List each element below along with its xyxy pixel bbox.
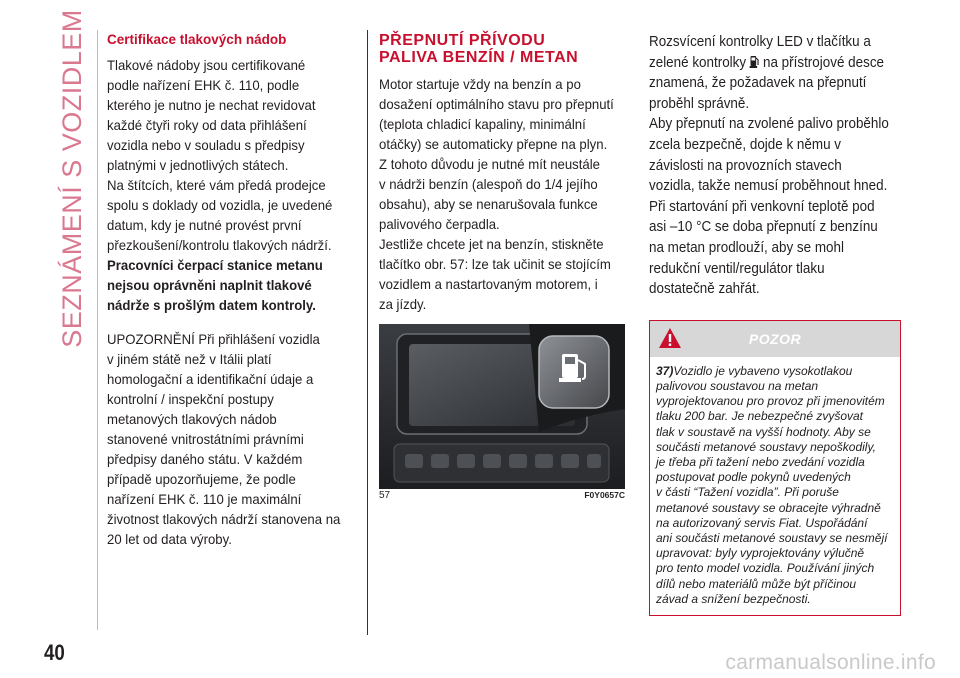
paragraph-notice: UPOZORNĚNÍ Při přihlášení vozidla v jiném státě než v Itálii platí homologační a identifikační údaje a kontrolní / inspekční postupy metanových tlakových nádob stanovené vnitrostátními právními předpisy daného státu. V každém případě upozorňujeme, že podle nařízení EHK č. 110 je maximální životnost tlakových nádrží stanovena na 20 let od data výroby. [107, 331, 341, 547]
warning-title: POZOR [748, 330, 802, 347]
sidebar-divider [97, 30, 98, 630]
column-divider [367, 30, 368, 635]
column-certification [107, 32, 357, 549]
paragraph-led-info: Rozsvícení kontrolky LED v tlačítku a zelené kontrolky na přístrojové desce znamená, že požadavek na přepnutí proběhl správně. Aby přepnutí na zvolené palivo proběhlo zcela bezpečně, dojde k němu v závislosti na provozních stavech vozidla, takže nemusí proběhnout hned. Při startování při venkovní teplotě pod asi –10 °C se doba přepnutí z benzínu na metan prodlouží, aby se mohl redukční ventil/regulátor tlaku dostatečně zahřát. [649, 34, 889, 298]
figure-caption [379, 490, 625, 504]
watermark: carmanualsonline.info [725, 651, 936, 674]
warning-header [650, 321, 900, 357]
paragraph-bold-warning: Pracovníci čerpací stanice metanu nejsou oprávněni naplnit tlakové nádrže s prošlým datem kontroly. [107, 257, 323, 313]
warning-number: 37) [656, 363, 674, 378]
fuel-pump-warning-icon [750, 55, 759, 69]
figure-57 [379, 324, 625, 504]
paragraph-fuel-switch: Motor startuje vždy na benzín a po dosažení optimálního stavu pro přepnutí (teplota chladicí kapaliny, minimální otáčky) se automaticky přepne na plyn. Z tohoto důvodu je nutné mít neustále v nádrži benzín (alespoň do 1/4 jejího obsahu), aby se nenarušovala funkce palivového čerpadla. Jestliže chcete jet na benzín, stiskněte tlačítko obr. 57: lze tak učinit se stojícím vozidlem a nastartovaným motorem, i za jízdy. [379, 76, 614, 312]
section-heading-fuel-switch: PŘEPNUTÍ PŘÍVODU PALIVA BENZÍN / METAN [379, 32, 579, 66]
column-switch-info [649, 32, 899, 616]
warning-box [649, 320, 901, 616]
warning-text: 37)Vozidlo je vybaveno vysokotlakou palivovou soustavou na metan vyprojektovanou pro provoz při jmenovitém tlaku 200 bar. Je nebezpečné zvyšovat tlak v soustavě na vyšší hodnoty. Aby se součásti metanové soustavy nepoškodily, je třeba při tažení nebo zvedání vozidla postupovat podle pokynů uvedených v části “Tažení vozidla”. Při poruše metanové soustavy se obracejte výhradně na autorizovaný servis Fiat. Uspořádání ani součásti metanové soustavy se nesmějí upravovat: byly vyprojektovány výlučně pro tento model vozidla. Používání jiných dílů nebo materiálů může být příčinou závad a snížení bezpečnosti. [656, 363, 888, 606]
sidebar-chapter-title: SEZNÁMENÍ S VOZIDLEM [56, 8, 87, 348]
section-heading-certification: Certifikace tlakových nádob [107, 32, 287, 47]
page-number: 40 [44, 640, 65, 665]
figure-number: 57 [379, 490, 391, 501]
paragraph-certification: Tlakové nádoby jsou certifikované podle nařízení EHK č. 110, podle kterého je nutno je nechat revidovat každé čtyři roky od data přihlášení vozidla nebo v souladu s předpisy platnými v jednotlivých státech. Na štítcích, které vám předá prodejce spolu s doklady od vozidla, je uvedené datum, kdy je nutné provést první přezkoušení/kontrolu tlakových nádrží. [107, 57, 333, 253]
dashboard-photo [379, 324, 625, 489]
column-fuel-switch [379, 32, 629, 504]
figure-code: F0Y0657C [584, 490, 625, 500]
warning-triangle-icon [658, 327, 682, 349]
